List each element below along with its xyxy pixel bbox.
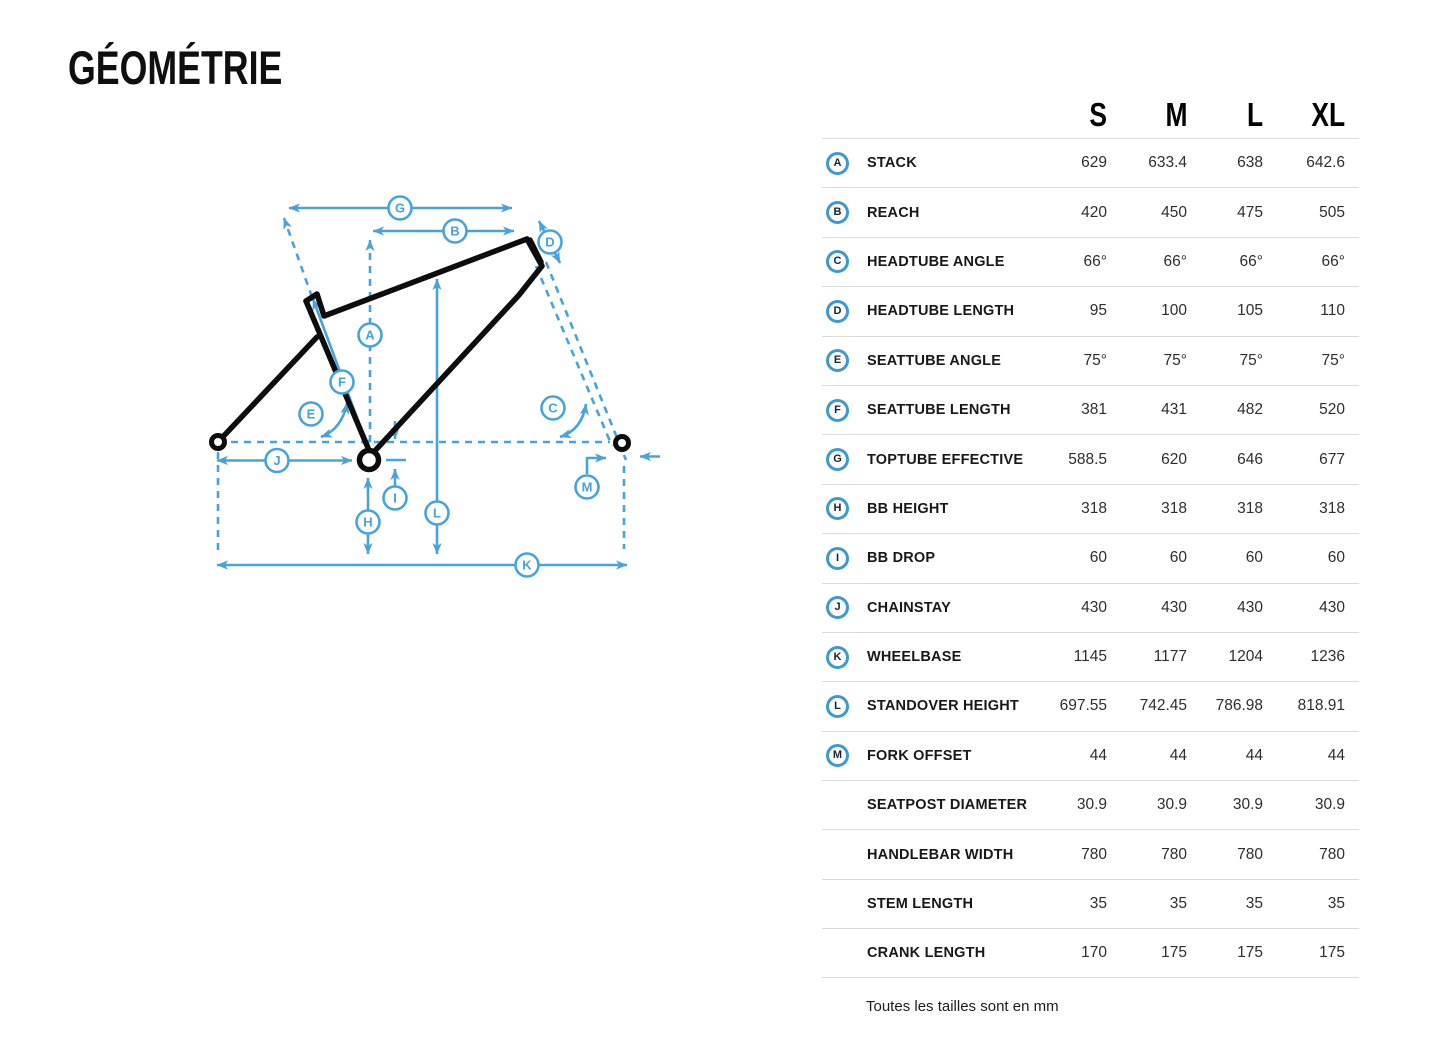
- row-letter-badge: A: [826, 152, 849, 175]
- row-value: 75°: [1239, 351, 1263, 369]
- table-row: [822, 829, 1359, 878]
- row-value: 60: [1169, 549, 1187, 567]
- row-value: 742.45: [1139, 697, 1187, 715]
- row-value: 420: [1081, 203, 1107, 221]
- row-label: STACK: [867, 155, 917, 172]
- row-value: 318: [1081, 499, 1107, 517]
- diagram-marker-E: [300, 403, 323, 426]
- row-value: 75°: [1321, 351, 1345, 369]
- table-row: [822, 583, 1359, 632]
- table-row: [822, 385, 1359, 434]
- table-row: [822, 731, 1359, 780]
- row-label: BB DROP: [867, 550, 936, 567]
- front-axle: [616, 437, 629, 450]
- row-letter-badge: M: [826, 744, 849, 767]
- svg-text:D: D: [545, 234, 555, 250]
- diagram-marker-G: [389, 197, 412, 220]
- row-label: REACH: [867, 204, 920, 221]
- units-footnote: Toutes les tailles sont en mm: [866, 997, 1059, 1015]
- row-value: 175: [1319, 943, 1345, 961]
- row-value: 633.4: [1148, 154, 1187, 172]
- row-value: 60: [1327, 549, 1345, 567]
- row-letter-badge: F: [826, 399, 849, 422]
- row-value: 475: [1237, 203, 1263, 221]
- row-letter-badge: L: [826, 695, 849, 718]
- row-label: BB HEIGHT: [867, 500, 949, 517]
- size-header-row: [822, 85, 1359, 138]
- row-value: 1204: [1228, 648, 1263, 666]
- row-label: FORK OFFSET: [867, 747, 972, 764]
- row-value: 780: [1161, 845, 1187, 863]
- row-label: CHAINSTAY: [867, 599, 951, 616]
- row-value: 430: [1081, 598, 1107, 616]
- table-row: [822, 237, 1359, 286]
- table-row: [822, 632, 1359, 681]
- row-value: 780: [1081, 845, 1107, 863]
- page-title: GÉOMÉTRIE: [68, 41, 283, 94]
- row-value: 780: [1319, 845, 1345, 863]
- row-letter-badge: B: [826, 201, 849, 224]
- row-value: 35: [1245, 895, 1263, 913]
- row-value: 30.9: [1076, 796, 1107, 814]
- row-value: 35: [1089, 895, 1107, 913]
- row-value: 100: [1161, 302, 1187, 320]
- row-value: 520: [1319, 401, 1345, 419]
- row-label: SEATTUBE ANGLE: [867, 352, 1002, 369]
- bottom-bracket: [360, 451, 379, 470]
- row-value: 818.91: [1297, 697, 1345, 715]
- row-value: 66°: [1163, 252, 1187, 270]
- row-label: STANDOVER HEIGHT: [867, 698, 1019, 715]
- row-label: CRANK LENGTH: [867, 944, 986, 961]
- diagram-marker-M: [576, 476, 599, 499]
- row-value: 642.6: [1306, 154, 1345, 172]
- row-value: 44: [1169, 746, 1187, 764]
- svg-text:E: E: [306, 406, 316, 422]
- svg-text:G: G: [394, 200, 406, 216]
- row-value: 482: [1237, 401, 1263, 419]
- row-value: 620: [1161, 450, 1187, 468]
- row-value: 430: [1237, 598, 1263, 616]
- svg-text:C: C: [548, 400, 558, 416]
- rear-axle: [212, 436, 225, 449]
- row-value: 30.9: [1232, 796, 1263, 814]
- row-letter-badge: D: [826, 300, 849, 323]
- diagram-marker-F: [331, 371, 354, 394]
- table-row: [822, 187, 1359, 236]
- row-value: 170: [1081, 943, 1107, 961]
- row-value: 66°: [1321, 252, 1345, 270]
- row-value: 1236: [1310, 648, 1345, 666]
- size-header-xl: XL: [1311, 96, 1345, 133]
- row-value: 30.9: [1156, 796, 1187, 814]
- row-value: 35: [1327, 895, 1345, 913]
- row-value: 505: [1319, 203, 1345, 221]
- svg-text:F: F: [338, 374, 346, 390]
- row-value: 381: [1081, 401, 1107, 419]
- row-value: 95: [1089, 302, 1107, 320]
- svg-text:A: A: [365, 327, 375, 343]
- table-row: [822, 780, 1359, 829]
- diagram-marker-H: [357, 511, 380, 534]
- row-letter-badge: C: [826, 250, 849, 273]
- row-letter-badge: J: [826, 596, 849, 619]
- svg-text:M: M: [581, 479, 593, 495]
- row-value: 30.9: [1314, 796, 1345, 814]
- row-value: 60: [1245, 549, 1263, 567]
- row-value: 60: [1089, 549, 1107, 567]
- table-row: [822, 533, 1359, 582]
- row-value: 588.5: [1068, 450, 1107, 468]
- row-value: 35: [1169, 895, 1187, 913]
- row-letter-badge: H: [826, 497, 849, 520]
- row-label: HANDLEBAR WIDTH: [867, 846, 1014, 863]
- row-value: 629: [1081, 154, 1107, 172]
- row-label: SEATPOST DIAMETER: [867, 797, 1028, 814]
- size-header-m: M: [1165, 96, 1187, 133]
- row-value: 66°: [1239, 252, 1263, 270]
- row-value: 318: [1161, 499, 1187, 517]
- table-row: [822, 286, 1359, 335]
- diagram-marker-I: [384, 487, 407, 510]
- svg-text:I: I: [393, 490, 397, 506]
- row-letter-badge: G: [826, 448, 849, 471]
- diagram-marker-K: [516, 554, 539, 577]
- row-label: WHEELBASE: [867, 649, 962, 666]
- row-letter-badge: E: [826, 349, 849, 372]
- diagram-marker-C: [542, 397, 565, 420]
- row-value: 677: [1319, 450, 1345, 468]
- row-letter-badge: K: [826, 646, 849, 669]
- row-value: 44: [1327, 746, 1345, 764]
- row-label: SEATTUBE LENGTH: [867, 402, 1011, 419]
- row-value: 44: [1245, 746, 1263, 764]
- row-value: 110: [1320, 302, 1345, 320]
- row-label: HEADTUBE LENGTH: [867, 303, 1015, 320]
- table-row: [822, 434, 1359, 483]
- row-value: 75°: [1163, 351, 1187, 369]
- table-row: [822, 681, 1359, 730]
- row-value: 786.98: [1215, 697, 1263, 715]
- row-letter-badge: I: [826, 547, 849, 570]
- diagram-marker-L: [426, 502, 449, 525]
- geometry-table: [822, 85, 1359, 1015]
- construction-lines: [218, 218, 626, 556]
- svg-text:L: L: [433, 505, 441, 521]
- row-value: 66°: [1083, 252, 1107, 270]
- table-row: [822, 336, 1359, 385]
- row-value: 431: [1161, 401, 1187, 419]
- row-value: 638: [1237, 154, 1263, 172]
- svg-text:J: J: [273, 453, 281, 468]
- row-value: 450: [1161, 203, 1187, 221]
- diagram-marker-J: [266, 449, 289, 472]
- row-value: 75°: [1083, 351, 1107, 369]
- table-row: [822, 138, 1359, 187]
- bike-geometry-diagram: [0, 0, 720, 620]
- row-label: HEADTUBE ANGLE: [867, 253, 1005, 270]
- row-value: 430: [1319, 598, 1345, 616]
- row-value: 1177: [1153, 648, 1187, 666]
- row-value: 318: [1319, 499, 1345, 517]
- row-value: 430: [1161, 598, 1187, 616]
- row-value: 105: [1237, 302, 1263, 320]
- diagram-marker-D: [539, 231, 562, 254]
- svg-text:H: H: [363, 514, 373, 530]
- diagram-marker-A: [359, 324, 382, 347]
- row-value: 318: [1237, 499, 1263, 517]
- row-value: 780: [1237, 845, 1263, 863]
- row-value: 646: [1237, 450, 1263, 468]
- row-value: 175: [1161, 943, 1187, 961]
- table-rows: [822, 138, 1359, 978]
- diagram-marker-B: [444, 220, 467, 243]
- table-row: [822, 484, 1359, 533]
- row-value: 175: [1237, 943, 1263, 961]
- row-value: 697.55: [1059, 697, 1107, 715]
- size-header-l: L: [1246, 96, 1263, 133]
- row-label: STEM LENGTH: [867, 896, 974, 913]
- table-row: [822, 879, 1359, 928]
- row-value: 44: [1089, 746, 1107, 764]
- row-label: TOPTUBE EFFECTIVE: [867, 451, 1024, 468]
- svg-text:K: K: [522, 557, 532, 573]
- svg-text:B: B: [450, 223, 460, 239]
- size-header-s: S: [1089, 96, 1107, 133]
- row-value: 1145: [1073, 648, 1107, 666]
- table-row: [822, 928, 1359, 977]
